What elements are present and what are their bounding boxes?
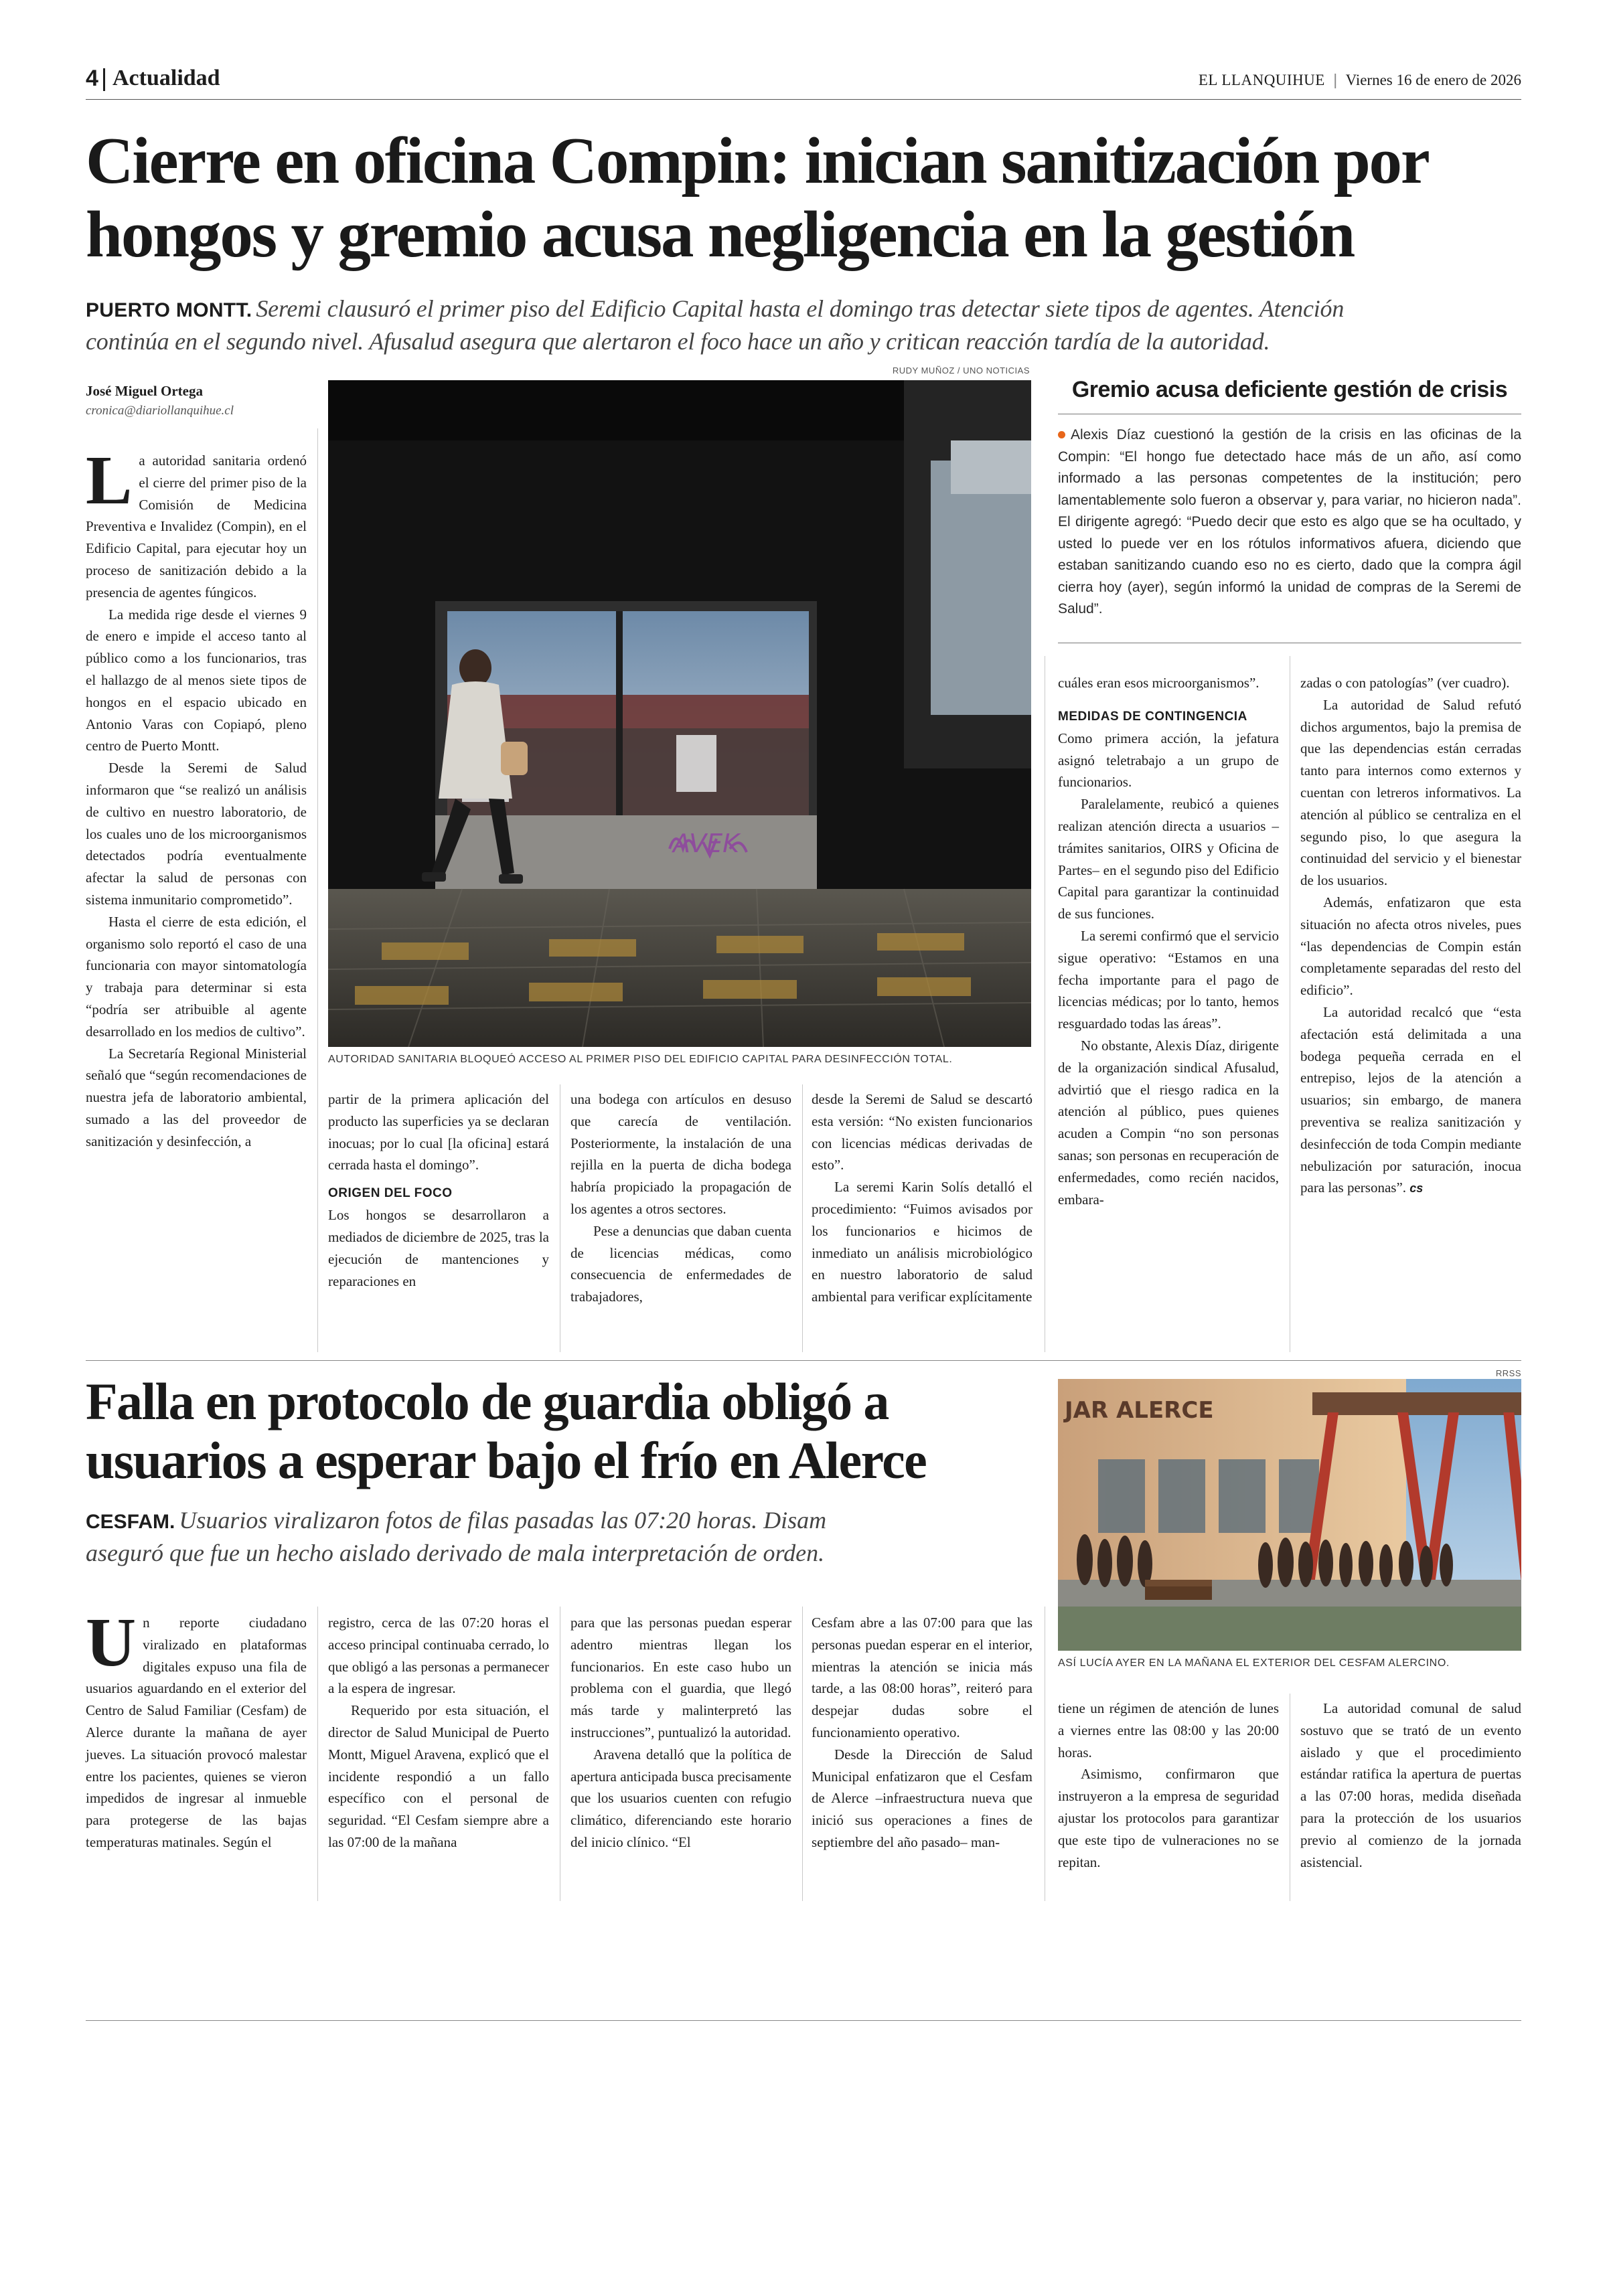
- paragraph: Desde la Dirección de Salud Municipal enfatizaron que el Cesfam de Alerce –infraestructura nueva que inició sus operaciones a fines de septiembre del año pasado– man-: [812, 1746, 1032, 1850]
- paragraph: La seremi Karin Solís detalló el procedimiento: “Fuimos avisados por los funcionarios e hicimos de inmediato un análisis microbiológico en nuestro laboratorio de salud ambiental para verificar explícitamente: [812, 1179, 1032, 1305]
- photo-credit: RUDY MUÑOZ / UNO NOTICIAS: [892, 365, 1030, 376]
- drop-cap: L: [86, 442, 133, 519]
- cesfam-alerce-photo: [1058, 1379, 1521, 1651]
- drop-cap: U: [86, 1604, 137, 1681]
- paragraph: Como primera acción, la jefatura asignó teletrabajo a un grupo de funcionarios.: [1058, 730, 1279, 791]
- kicker: PUERTO MONTT.: [86, 299, 252, 321]
- page-number: 4: [86, 66, 98, 91]
- header-right: EL LLANQUIHUE | Viernes 16 de enero de 2026: [1198, 71, 1521, 88]
- newspaper-name: EL LLANQUIHUE: [1198, 72, 1325, 88]
- deck-text: continúa en el segundo nivel. Afusalud asegura que alertaron el foco hace un año y critican reacción tardía de la autoridad.: [86, 328, 1270, 355]
- headline-line: hongos y gremio acusa negligencia en la gestión: [86, 198, 1355, 271]
- author-email: cronica@diariollanquihue.cl: [86, 404, 234, 418]
- article2-column-3: [570, 1612, 791, 1854]
- article2-column-4: [812, 1612, 1032, 1854]
- paragraph: Hasta el cierre de esta edición, el organismo solo reportó el caso de una funcionaria con mayor sintomatología y trabaja para determinar si esta “podría ser atribuible al agente desarrollado en los medios de cultivo”.: [86, 913, 307, 1040]
- column-divider: [317, 428, 318, 1352]
- article2-column-2: [328, 1612, 549, 1854]
- paragraph: Requerido por esta situación, el director de Salud Municipal de Puerto Montt, Miguel Aravena, explicó que el incidente respondió a un fallo específico con el personal de seguridad. “El Cesfam siempre abre a las 07:00 de la mañana: [328, 1702, 549, 1850]
- paragraph: Asimismo, confirmaron que instruyeron a la empresa de seguridad ajustar los protocolos para garantizar que este tipo de vulneraciones no se repitan.: [1058, 1766, 1279, 1870]
- article-separator: [86, 1360, 1521, 1361]
- paragraph: La seremi confirmó que el servicio sigue operativo: “Estamos en una fecha importante para el pago de licencias médicas; por lo tanto, hemos resguardado todas las áreas”.: [1058, 927, 1279, 1032]
- article1-column-3: [570, 1088, 791, 1308]
- paragraph: para que las personas puedan esperar adentro mientras llegan los funcionarios. En este caso hubo un problema con el guardia, que llegó más tarde y malinterpretó las instrucciones”, puntualizó la autoridad.: [570, 1615, 791, 1740]
- paragraph: Paralelamente, reubicó a quienes realizan atención directa a usuarios –trámites sanitarios, OIRS y Oficina de Partes– en el segundo piso del Edificio Capital para garantizar la continuidad de sus funciones.: [1058, 796, 1279, 922]
- paragraph: partir de la primera aplicación del producto las superficies ya se declaran inocuas; por lo cual [la oficina] estará cerrada hasta el domingo”.: [328, 1091, 549, 1173]
- article2-headline: [86, 1372, 1057, 1490]
- header-rule: [86, 99, 1521, 100]
- deck-text: aseguró que fue un hecho aislado derivado de mala interpretación de orden.: [86, 1540, 825, 1566]
- paragraph: n reporte ciudadano viralizado en plataformas digitales expuso una fila de usuarios aguardando en el exterior del Centro de Salud Familiar (Cesfam) de Alerce durante la mañana de ayer jueves. La situación provocó malestar entre los pacientes, quienes se vieron impedidos de ingresar al inmueble para protegerse de las bajas temperaturas matinales. Según el: [86, 1615, 307, 1850]
- paragraph: cuáles eran esos microorganismos”.: [1058, 675, 1259, 691]
- column-divider: [802, 1084, 803, 1352]
- photo-caption: AUTORIDAD SANITARIA BLOQUEÓ ACCESO AL PRIMER PISO DEL EDIFICIO CAPITAL PARA DESINFECCIÓN TOTAL.: [328, 1054, 953, 1065]
- section-name: Actualidad: [112, 66, 220, 90]
- paragraph: una bodega con artículos en desuso que carecía de ventilación. Posteriormente, la instalación de una rejilla en la puerta de dicha bodega habría propiciado la propagación de los agentes a otros sectores.: [570, 1091, 791, 1217]
- compin-building-photo: [328, 380, 1031, 1047]
- sidebar-title: Gremio acusa deficiente gestión de crisis: [1071, 377, 1508, 402]
- paragraph: La autoridad de Salud refutó dichos argumentos, bajo la premisa de que las dependencias están cerradas tanto para internos como externos y cuentan con letreros informativos. La atención al público se centraliza en el segundo piso, lo que asegura la continuidad del servicio y el bienestar de los usuarios.: [1300, 696, 1521, 889]
- subhead: MEDIDAS DE CONTINGENCIA: [1058, 709, 1247, 724]
- paragraph: Pese a denuncias que daban cuenta de licencias médicas, como consecuencia de enfermedades de trabajadores,: [570, 1222, 791, 1305]
- article2-deck: [86, 1505, 1057, 1568]
- article1-column-4: [812, 1088, 1032, 1308]
- article1-column-6: [1300, 672, 1521, 1200]
- paragraph: registro, cerca de las 07:20 horas el acceso principal continuaba cerrado, lo que obligó a las personas a permanecer a la espera de ingresar.: [328, 1615, 549, 1697]
- end-mark: cs: [1409, 1181, 1424, 1196]
- article1-column-2: [328, 1088, 549, 1292]
- column-divider: [317, 1607, 318, 1901]
- paragraph: La medida rige desde el viernes 9 de enero e impide el acceso tanto al público como a los funcionarios, tras el hallazgo de al menos siete tipos de hongos en el espacio ubicado en Antonio Varas con Copiapó, pleno centro de Puerto Montt.: [86, 606, 307, 754]
- article2-column-5: [1058, 1698, 1279, 1873]
- kicker: CESFAM.: [86, 1511, 175, 1533]
- subhead: ORIGEN DEL FOCO: [328, 1186, 453, 1201]
- article1-deck: [86, 293, 1525, 357]
- sidebar-box: [1058, 375, 1521, 643]
- paragraph: tiene un régimen de atención de lunes a viernes entre las 08:00 y las 20:00 horas.: [1058, 1700, 1279, 1760]
- photo-credit: RRSS: [1495, 1368, 1521, 1378]
- deck-text: Usuarios viralizaron fotos de filas pasadas las 07:20 horas. Disam: [179, 1507, 827, 1534]
- paragraph: Cesfam abre a las 07:00 para que las personas puedan esperar en el interior, mientras la atención se inicia más tarde, a las 08:00 horas”, reiteró para despejar dudas sobre el funcionamiento operativo.: [812, 1615, 1032, 1740]
- paragraph: La autoridad comunal de salud sostuvo que se trató de un evento aislado y que el procedimiento estándar ratifica la apertura de puertas a las 07:00 horas, medida diseñada para la protección de los usuarios previo al comienzo de la jornada asistencial.: [1300, 1700, 1521, 1870]
- building-sign: JAR ALERCE: [1065, 1397, 1214, 1424]
- header-divider: [103, 68, 105, 91]
- paragraph: No obstante, Alexis Díaz, dirigente de la organización sindical Afusalud, advirtió que el riesgo radica en la atención al público, pues quienes acuden a Compin “no son personas sanas; son personas en recuperación de enfermedades, como recién nacidos, embara-: [1058, 1037, 1279, 1208]
- page-header: [86, 66, 1521, 96]
- paragraph: Desde la Seremi de Salud informaron que “se realizó un análisis de cultivo en nuestro laboratorio, de los cuales uno de los microorganismos detectados podría eventualmente afectar la salud de personas con sistema inmunitario comprometido”.: [86, 760, 307, 908]
- headline-line: Cierre en oficina Compin: inician sanitización por: [86, 125, 1429, 197]
- byline: [86, 383, 307, 418]
- article1-column-5: [1058, 672, 1279, 1210]
- paragraph: Además, enfatizaron que esta situación no afecta otros niveles, pues “las dependencias de Compin están completamente separadas del resto del edificio”.: [1300, 894, 1521, 999]
- bullet-icon: [1058, 431, 1065, 438]
- article2-column-1: [86, 1604, 307, 1854]
- paragraph: La Secretaría Regional Ministerial señaló que “según recomendaciones de nuestra jefa de laboratorio ambiental, sumado a las del proveedor de sanitización y desinfección, a: [86, 1045, 307, 1149]
- article1-headline: [86, 125, 1525, 272]
- paragraph: Los hongos se desarrollaron a mediados de diciembre de 2025, tras la ejecución de mantenciones y reparaciones en: [328, 1207, 549, 1289]
- article2-column-6: [1300, 1698, 1521, 1873]
- headline-line: usuarios a esperar bajo el frío en Alerce: [86, 1431, 927, 1489]
- footer-rule: [86, 2020, 1521, 2021]
- photo-caption: ASÍ LUCÍA AYER EN LA MAÑANA EL EXTERIOR DEL CESFAM ALERCINO.: [1058, 1657, 1450, 1669]
- paragraph: a autoridad sanitaria ordenó el cierre del primer piso de la Comisión de Medicina Preventiva e Invalidez (Compin), en el Edificio Capital, para ejecutar hoy un proceso de sanitización debido a la presencia de agentes fúngicos.: [86, 453, 307, 600]
- headline-line: Falla en protocolo de guardia obligó a: [86, 1372, 889, 1430]
- article1-column-1: [86, 442, 307, 1153]
- paragraph: Aravena detalló que la política de apertura anticipada busca precisamente que los usuarios cuenten con refugio climático, diferenciando este horario del inicio clínico. “El: [570, 1746, 791, 1850]
- column-divider: [802, 1607, 803, 1901]
- graffiti-text: AVEK: [673, 829, 740, 858]
- deck-text: Seremi clausuró el primer piso del Edificio Capital hasta el domingo tras detectar siete tipos de agentes. Atención: [256, 295, 1345, 322]
- paragraph: La autoridad recalcó que “esta afectación está delimitada a una bodega pequeña cerrada en el entrepiso, lejos de la atención a usuarios; sin embargo, de manera preventiva se realiza sanitización y desinfección de toda Compin mediante nebulización por saturación, inocua para las personas”.: [1300, 1003, 1521, 1196]
- issue-date: Viernes 16 de enero de 2026: [1345, 72, 1521, 88]
- author-name: José Miguel Ortega: [86, 383, 203, 399]
- paragraph: desde la Seremi de Salud se descartó esta versión: “No existen funcionarios con licencias médicas derivadas de esto”.: [812, 1091, 1032, 1173]
- paragraph: zadas o con patologías” (ver cuadro).: [1300, 675, 1510, 691]
- sidebar-text: Alexis Díaz cuestionó la gestión de la crisis en las oficinas de la Compin: “El hongo fue detectado hace más de un año, así como informado a las personas competentes de la institución; pero lamentablemente solo fueron a observar y, para variar, no hicieron nada”. El dirigente agregó: “Puedo decir que esto es algo que se ha ocultado, y usted lo puede ver en los rótulos informativos afuera, diciendo que estaban sanitizando cuando eso no es cierto, dado que la compra ágil cierra hoy (ayer), según informó la unidad de compras de la Seremi de Salud”.: [1058, 427, 1521, 617]
